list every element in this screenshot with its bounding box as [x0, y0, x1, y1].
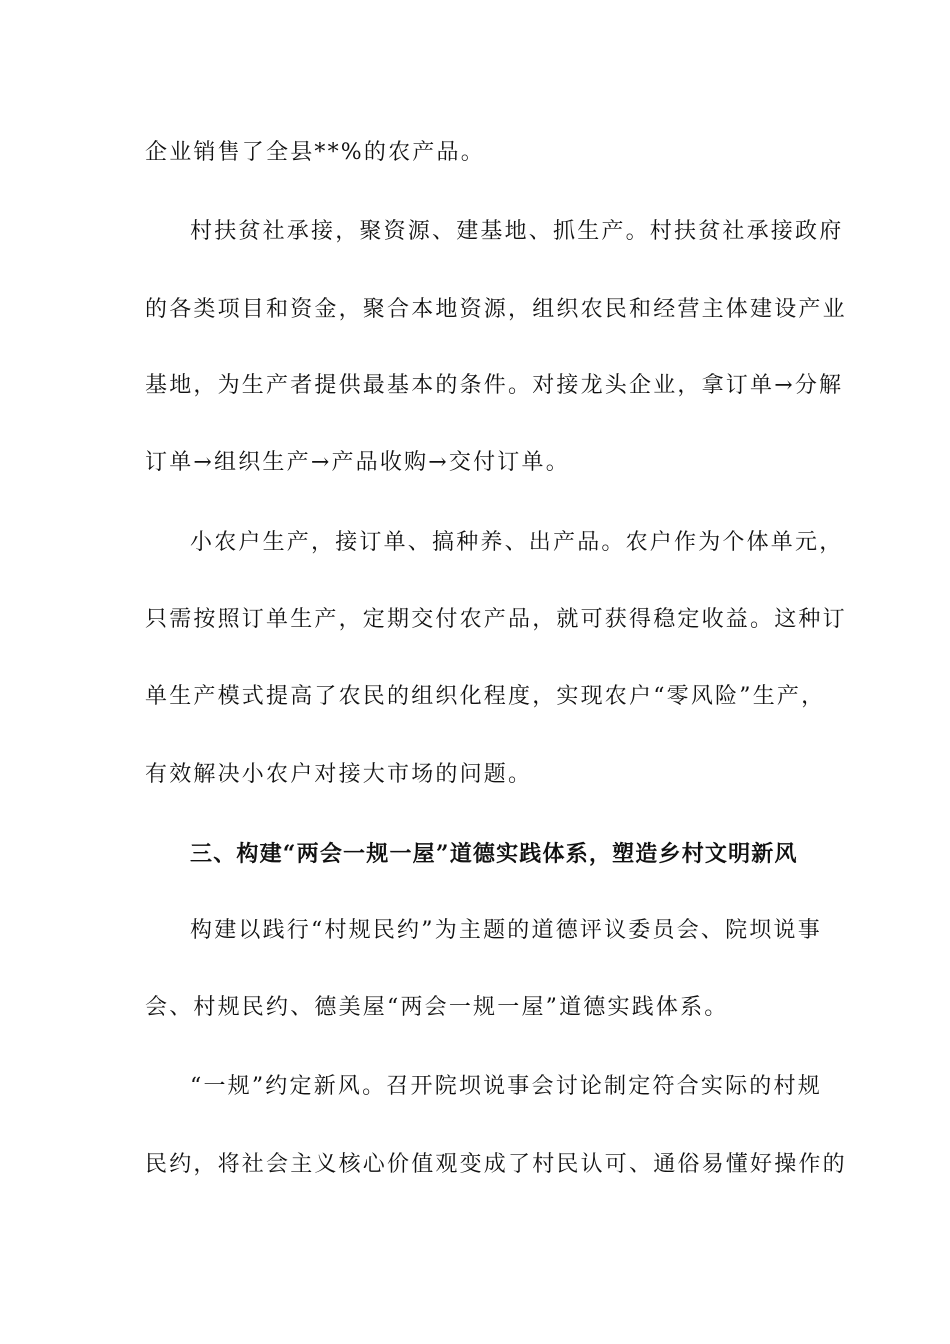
- text-line: 民约，将社会主义核心价值观变成了村民认可、通俗易懂好操作的: [145, 1152, 847, 1177]
- text-line: 订单→组织生产→产品收购→交付订单。: [145, 450, 570, 475]
- text-line: “一规”约定新风。召开院坝说事会讨论制定符合实际的村规: [190, 1074, 822, 1099]
- text-line: 的各类项目和资金，聚合本地资源，组织农民和经营主体建设产业: [145, 297, 847, 322]
- text-line: 只需按照订单生产，定期交付农产品，就可获得稳定收益。这种订: [145, 607, 847, 632]
- section-heading: 三、构建“两会一规一屋”道德实践体系，塑造乡村文明新风: [190, 841, 798, 867]
- text-line: 有效解决小农户对接大市场的问题。: [145, 762, 533, 787]
- text-line: 会、村规民约、德美屋“两会一规一屋”道德实践体系。: [145, 995, 729, 1020]
- text-line: 企业销售了全县**%的农产品。: [145, 140, 485, 165]
- text-line: 基地，为生产者提供最基本的条件。对接龙头企业，拿订单→分解: [145, 373, 844, 398]
- text-line: 构建以践行“村规民约”为主题的道德评议委员会、院坝说事: [190, 918, 822, 943]
- text-line: 小农户生产，接订单、搞种养、出产品。农户作为个体单元，: [190, 530, 844, 555]
- text-line: 单生产模式提高了农民的组织化程度，实现农户“零风险”生产，: [145, 684, 826, 709]
- text-line: 村扶贫社承接，聚资源、建基地、抓生产。村扶贫社承接政府: [190, 219, 844, 244]
